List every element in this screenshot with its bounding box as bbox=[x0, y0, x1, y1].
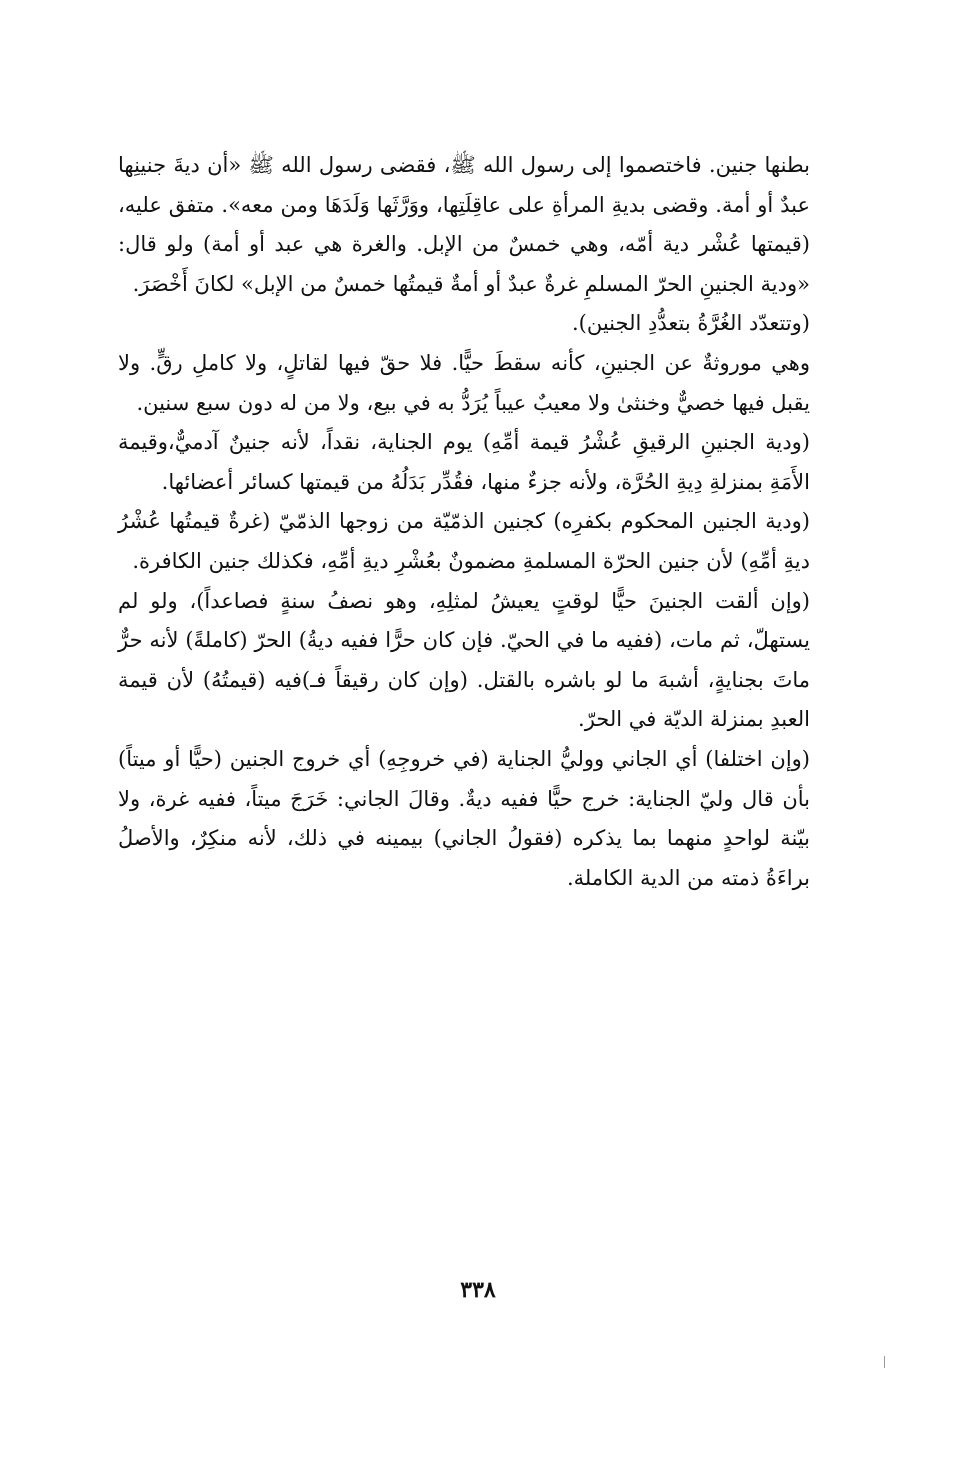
paragraph-4: (ودية الجنينِ الرقيقِ عُشْرُ قيمة أمِّهِ) يوم الجناية، نقداً، لأنه جنينٌ آدميٌّ،وقيمة الأَمَةِ بمنزلةِ دِيةِ الحُرَّة، ولأنه جزءٌ منها، فقُدِّر بَدَلُهُ من قيمتها كسائر أعضائها. bbox=[118, 430, 810, 494]
paragraph-5: (ودية الجنين المحكوم بكفرِه) كجنين الذمّيّة من زوجها الذمّيّ (غرةٌ قيمتُها عُشْرُ ديةِ أمِّهِ) لأن جنين الحرّة المسلمةِ مضمونٌ بعُشْرِ ديةِ أمِّهِ، فكذلك جنين الكافرة. bbox=[118, 509, 810, 573]
body-text bbox=[118, 146, 810, 898]
paragraph-7: (وإن اختلفا) أي الجاني ووليُّ الجناية (في خروجِهِ) أي خروج الجنين (حيًّا أو ميتاً) بأن قال وليّ الجناية: خرج حيًّا ففيه ديةٌ. وقالَ الجاني: خَرَجَ ميتاً، ففيه غرة، ولا بيّنة لواحدٍ منهما بما يذكره (فقولُ الجاني) بيمينه في ذلك، لأنه منكِرٌ، والأصلُ براءَةُ ذمته من الدية الكاملة. bbox=[118, 746, 810, 890]
paragraph-3: وهي موروثةٌ عن الجنينِ، كأنه سقطَ حيًّا. فلا حقّ فيها لقاتلٍ، ولا كاملِ رقٍّ. ولا يقبل فيها خصيٌّ وخنثىٰ ولا معيبٌ عيباً يُرَدُّ به في بيع، ولا من له دون سبع سنين. bbox=[118, 350, 810, 415]
margin-mark bbox=[884, 1356, 885, 1368]
paragraph-1: بطنها جنين. فاختصموا إلى رسول الله ﷺ، فقضى رسول الله ﷺ «أن ديةَ جنينِها عبدٌ أو أمة. وقضى بديةِ المرأةِ على عاقِلَتِها، ووَرَّثَها وَلَدَهَا ومن معه». متفق عليه، (قيمتها عُشْر دية أمّه، وهي خمسٌ من الإبل. والغرة هي عبد أو أمة) ولو قال: «ودية الجنينِ الحرّ المسلمِ غرةٌ عبدٌ أو أمةٌ قيمتُها خمسٌ من الإبل» لكانَ أَخْصَرَ. bbox=[118, 153, 810, 296]
paragraph-6: (وإن ألقت الجنينَ حيًّا لوقتٍ يعيشُ لمثلِهِ، وهو نصفُ سنةٍ فصاعداً)، ولو لم يستهلّ، ثم مات، (ففيه ما في الحيّ. فإن كان حرًّا ففيه ديةُ) الحرّ (كاملةً) لأنه حرٌّ ماتَ بجنايةٍ، أشبهَ ما لو باشره بالقتل. (وإن كان رقيقاً فـ)فيه (قيمتُهُ) لأن قيمة العبدِ بمنزلة الديّة في الحرّ. bbox=[118, 588, 810, 732]
page-number: ٣٣٨ bbox=[460, 1277, 496, 1303]
paragraph-2: (وتتعدّد الغُرَّةُ بتعدُّدِ الجنين). bbox=[571, 311, 810, 336]
